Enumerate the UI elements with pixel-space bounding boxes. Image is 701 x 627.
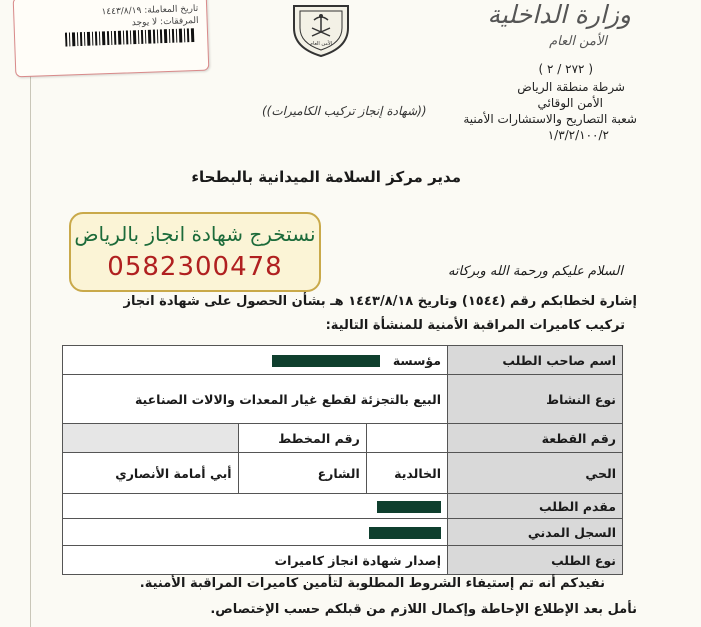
redaction-bar bbox=[377, 501, 441, 513]
district-value: الخالدية bbox=[366, 453, 447, 494]
requester-label: مقدم الطلب bbox=[448, 494, 623, 519]
applicant-value bbox=[63, 346, 448, 375]
public-security-title: الأمن العام bbox=[549, 34, 607, 49]
table-row bbox=[63, 375, 623, 424]
redaction-bar bbox=[272, 355, 380, 367]
plan-value bbox=[63, 424, 239, 453]
police-region: شرطة منطقة الرياض bbox=[517, 80, 625, 94]
letter-subject: ((شهادة إنجاز تركيب الكاميرات)) bbox=[262, 104, 427, 118]
stamp-date: تاريخ المعاملة: ١٤٤٣/٨/١٩ bbox=[101, 3, 199, 18]
reference-number: ( ٢٧٢ / ٢ ) bbox=[538, 62, 593, 76]
street-value: أبي أمامة الأنصاري bbox=[63, 453, 239, 494]
plot-value bbox=[366, 424, 447, 453]
footer-line-1: نفيدكم أنه تم إستيفاء الشروط المطلوبة لتأمين كاميرات المراقبة الأمنية. bbox=[139, 576, 605, 591]
applicant-label: اسم صاحب الطلب bbox=[448, 346, 623, 375]
table-row bbox=[63, 453, 623, 494]
addressee: مدير مركز السلامة الميدانية بالبطحاء bbox=[191, 168, 461, 186]
table-row bbox=[63, 546, 623, 575]
division-name: شعبة التصاريح والاستشارات الأمنية bbox=[463, 112, 637, 126]
plan-label: رقم المخطط bbox=[238, 424, 366, 453]
ad-phone: 0582300478 bbox=[107, 252, 283, 282]
applicant-type: مؤسسة bbox=[392, 352, 441, 368]
district-label: الحي bbox=[448, 453, 623, 494]
advertisement-box bbox=[69, 212, 321, 292]
footer-line-2: نأمل بعد الإطلاع الإحاطة وإكمال اللازم من قبلكم حسب الإختصاص. bbox=[210, 602, 637, 617]
redaction-bar bbox=[369, 527, 441, 539]
page-edge-line bbox=[30, 0, 31, 627]
division-code: ١/٣/٢/١٠٠/٢ bbox=[547, 128, 609, 142]
preventive-security: الأمن الوقائي bbox=[537, 96, 603, 110]
requester-value bbox=[63, 494, 448, 519]
table-row bbox=[63, 346, 623, 375]
ministry-title: وزارة الداخلية bbox=[487, 0, 631, 29]
emblem-caption: الأمن العام bbox=[309, 41, 333, 47]
civil-record-value bbox=[63, 519, 448, 546]
body-line-2: تركيب كاميرات المراقبة الأمنية للمنشأة التالية: bbox=[325, 318, 625, 333]
public-security-emblem-icon bbox=[286, 2, 356, 58]
request-type-label: نوع الطلب bbox=[448, 546, 623, 575]
facility-table bbox=[62, 345, 623, 575]
greeting: السلام عليكم ورحمة الله وبركاته bbox=[447, 264, 623, 279]
transaction-stamp bbox=[13, 0, 210, 77]
activity-value: البيع بالتجزئة لقطع غيار المعدات والالات الصناعية bbox=[63, 375, 448, 424]
ad-title: نستخرج شهادة انجاز بالرياض bbox=[74, 222, 316, 246]
barcode-icon bbox=[65, 28, 195, 47]
request-type-value: إصدار شهادة انجاز كاميرات bbox=[63, 546, 448, 575]
civil-record-label: السجل المدني bbox=[448, 519, 623, 546]
stamp-attachments: المرفقات: لا يوجد bbox=[131, 15, 199, 29]
table-row bbox=[63, 494, 623, 519]
body-line-1: إشارة لخطابكم رقم (١٥٤٤) وتاريخ ١٤٤٣/٨/١٨ هـ بشأن الحصول على شهادة انجاز bbox=[123, 294, 637, 309]
table-row bbox=[63, 424, 623, 453]
activity-label: نوع النشاط bbox=[448, 375, 623, 424]
street-label: الشارع bbox=[238, 453, 366, 494]
plot-label: رقم القطعة bbox=[448, 424, 623, 453]
table-row bbox=[63, 519, 623, 546]
